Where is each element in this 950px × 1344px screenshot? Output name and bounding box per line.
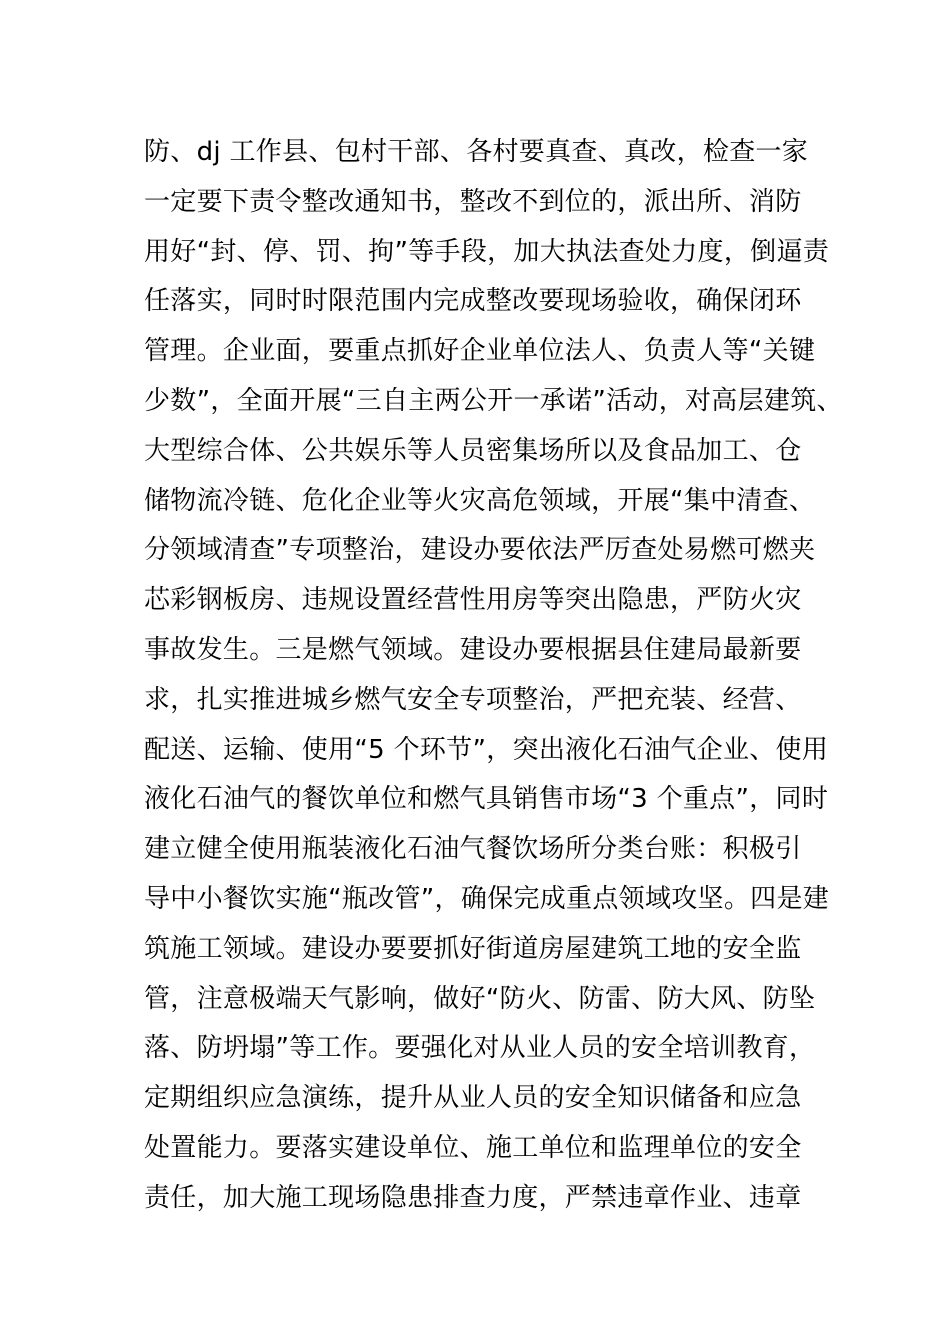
text-line: 定期组织应急演练，提升从业人员的安全知识储备和应急 xyxy=(144,1083,802,1114)
text-line: 防、dj 工作县、包村干部、各村要真查、真改，检查一家 xyxy=(144,137,809,167)
text-line: 处置能力。要落实建设单位、施工单位和监理单位的安全 xyxy=(144,1132,802,1163)
text-line: 求，扎实推进城乡燃气安全专项整治，严把充装、经营、 xyxy=(144,684,802,715)
text-line: 责任，加大施工现场隐患排查力度，严禁违章作业、违章 xyxy=(144,1182,802,1213)
text-line: 管理。企业面，要重点抓好企业单位法人、负责人等“关键 xyxy=(144,336,816,367)
text-line: 筑施工领域。建设办要要抓好街道房屋建筑工地的安全监 xyxy=(144,933,802,964)
text-line: 建立健全使用瓶装液化石油气餐饮场所分类台账：积极引 xyxy=(144,834,802,865)
text-line: 管，注意极端天气影响，做好“防火、防雷、防大风、防坠 xyxy=(144,983,816,1014)
text-line: 导中小餐饮实施“瓶改管”，确保完成重点领域攻坚。四是建 xyxy=(144,883,830,914)
text-line: 分领域清查”专项整治，建设办要依法严厉查处易燃可燃夹 xyxy=(144,535,816,566)
text-line: 一定要下责令整改通知书，整改不到位的，派出所、消防 xyxy=(144,186,802,217)
text-line: 大型综合体、公共娱乐等人员密集场所以及食品加工、仓 xyxy=(144,435,802,466)
text-line: 用好“封、停、罚、拘”等手段，加大执法查处力度，倒逼责 xyxy=(144,236,830,267)
text-line: 事故发生。三是燃气领域。建设办要根据县住建局最新要 xyxy=(144,634,802,665)
text-line: 落、防坍塌”等工作。要强化对从业人员的安全培训教育， xyxy=(144,1033,816,1064)
body-paragraph xyxy=(144,128,843,1224)
text-line: 液化石油气的餐饮单位和燃气具销售市场“3 个重点”，同时 xyxy=(144,784,829,815)
text-line: 芯彩钢板房、违规设置经营性用房等突出隐患，严防火灾 xyxy=(144,585,802,616)
text-line: 少数”，全面开展“三自主两公开一承诺”活动，对高层建筑、 xyxy=(144,385,843,416)
text-line: 任落实，同时时限范围内完成整改要现场验收，确保闭环 xyxy=(144,286,802,317)
text-line: 储物流冷链、危化企业等火灾高危领域，开展“集中清查、 xyxy=(144,485,816,516)
text-line: 配送、运输、使用“5 个环节”，突出液化石油气企业、使用 xyxy=(144,734,829,765)
